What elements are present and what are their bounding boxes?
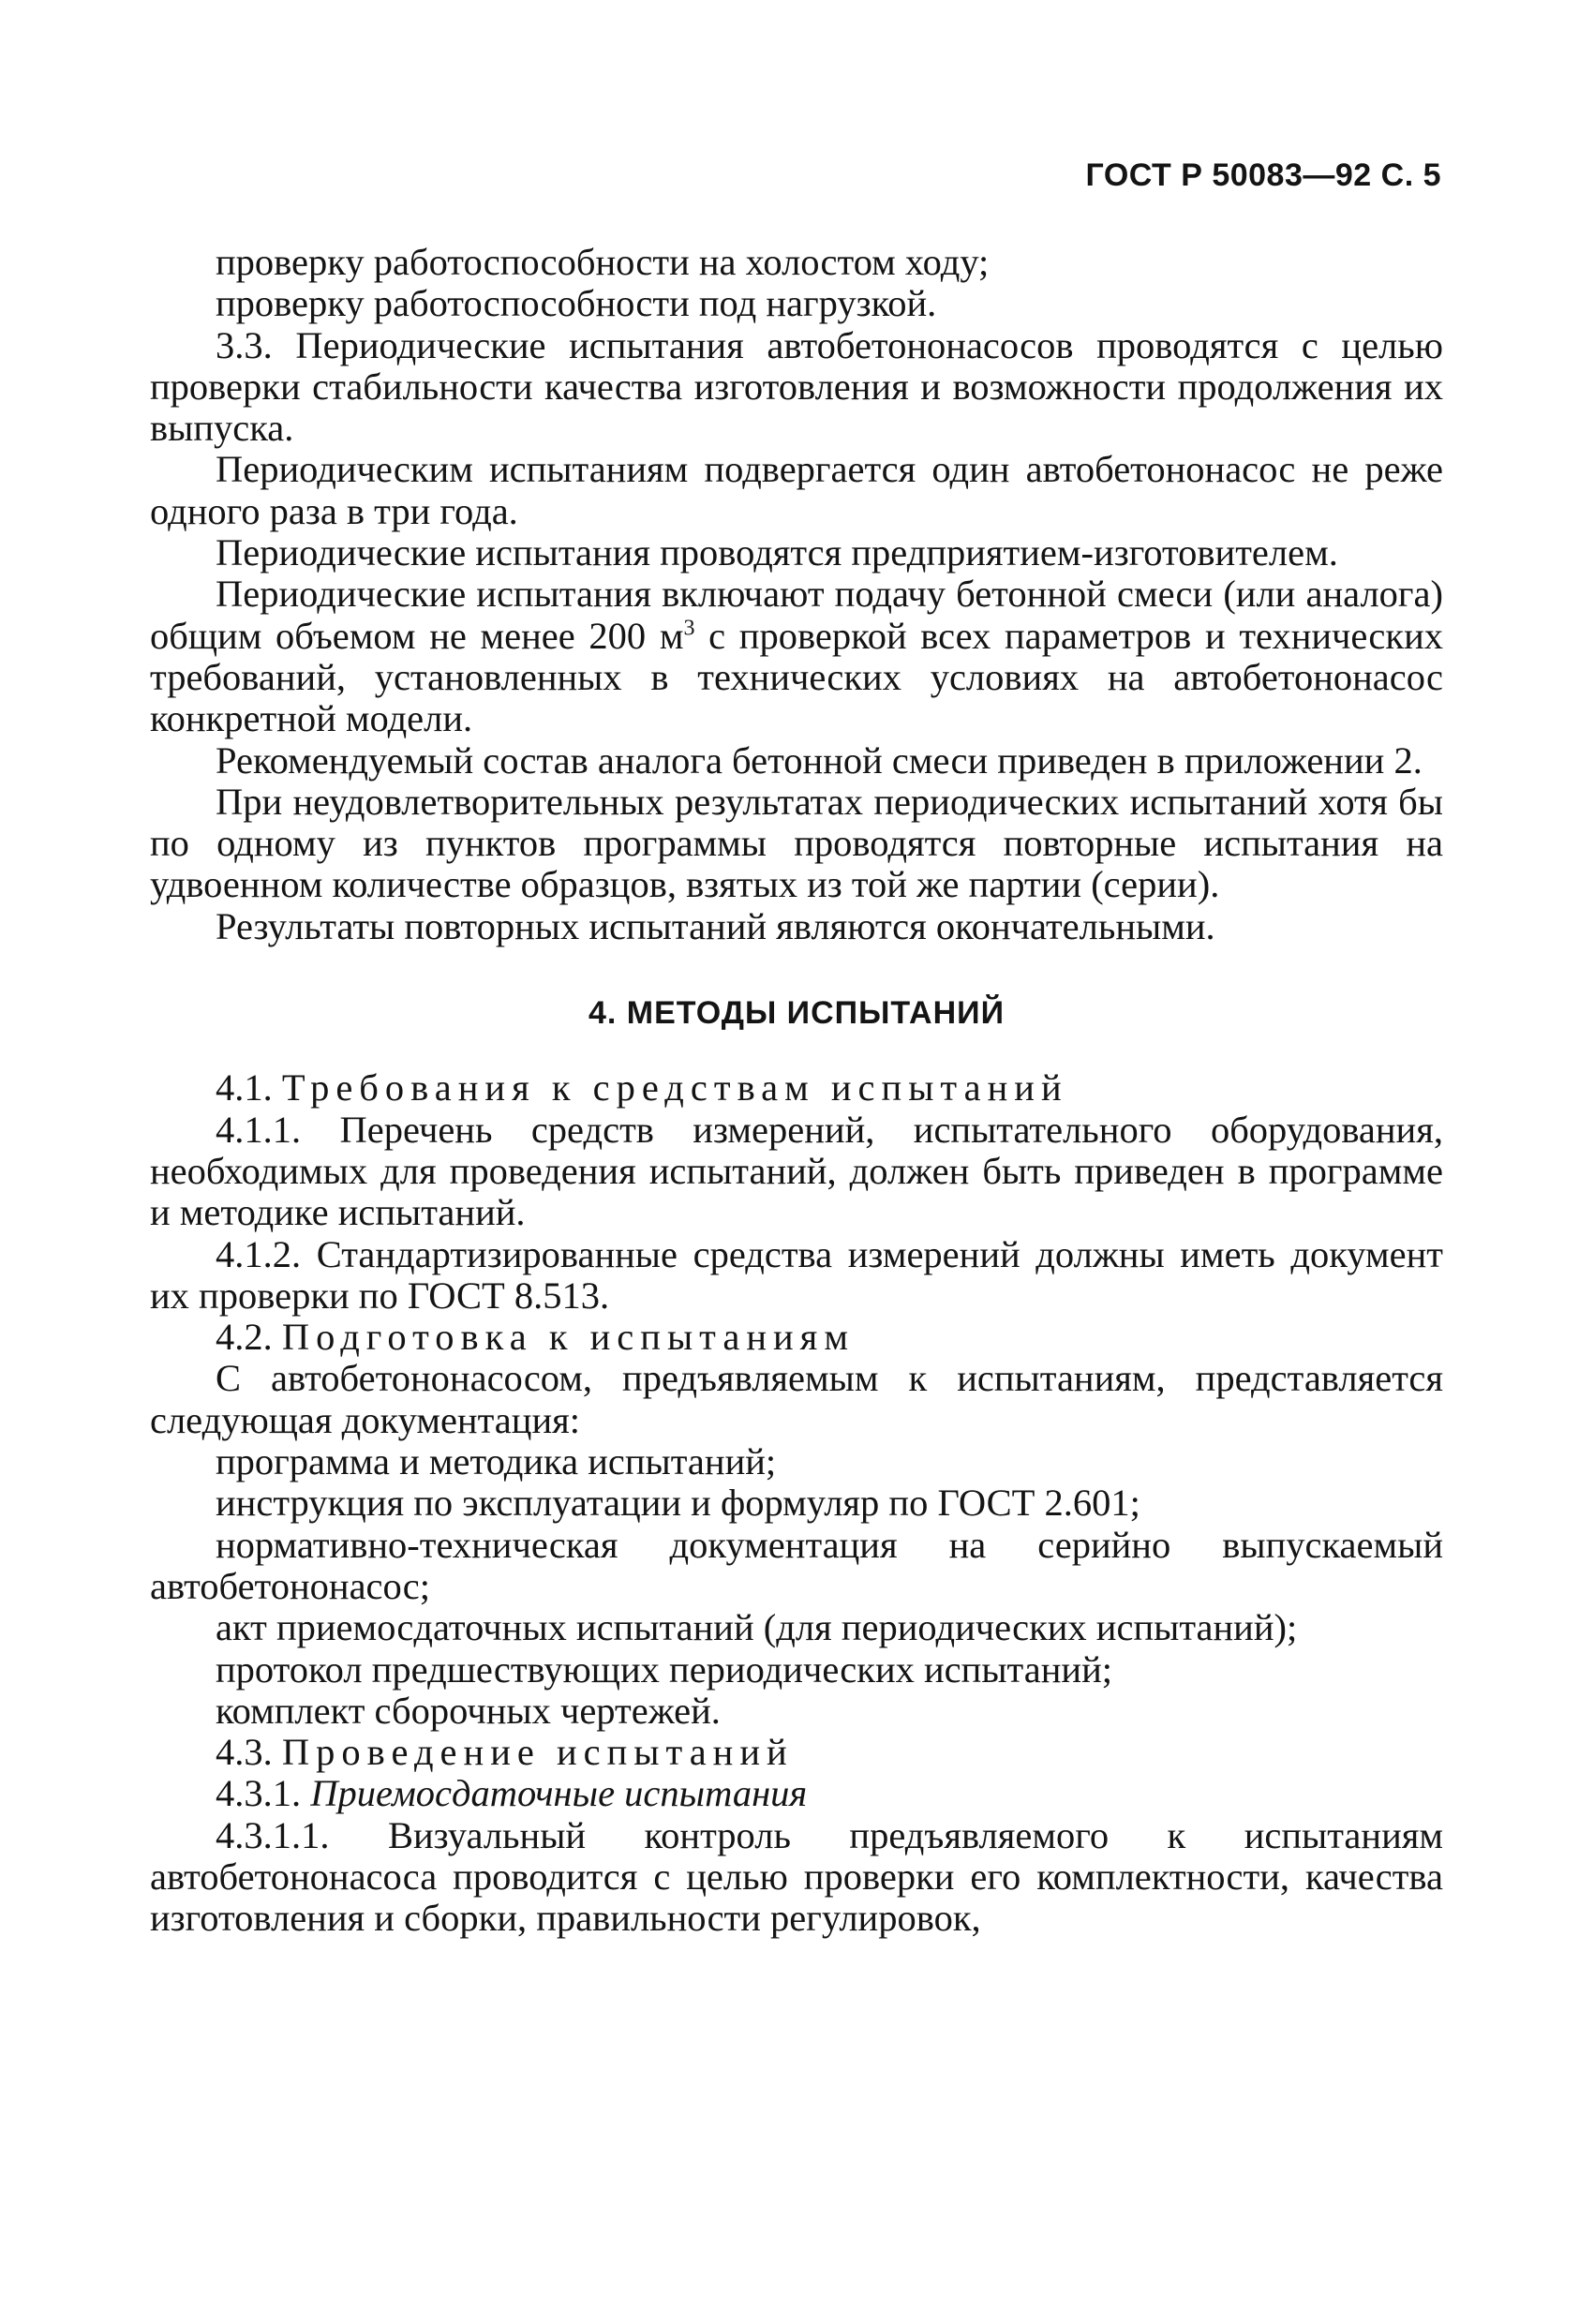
- list-item: протокол предшествующих периодических испытаний;: [216, 1647, 1112, 1691]
- paragraph: С автобетононасосом, предъявляемым к испытаниям, представляется следующая документация:: [150, 1357, 1443, 1441]
- page-header-standard-ref: ГОСТ Р 50083—92 С. 5: [1085, 157, 1441, 193]
- paragraph-4-3-1-1: 4.3.1.1. Визуальный контроль предъявляемого к испытаниям автобетононасоса проводится с целью проверки его комплектности, качества изготовления и сборки, правильности регулировок,: [150, 1813, 1443, 1940]
- paragraph-4-1-1: 4.1.1. Перечень средств измерений, испытательного оборудования, необходимых для проведения испытаний, должен быть приведен в программе и методике испытаний.: [150, 1108, 1443, 1234]
- paragraph: проверку работоспособности на холостом ходу;: [216, 241, 990, 283]
- paragraph: Рекомендуемый состав аналога бетонной смеси приведен в приложении 2.: [216, 738, 1423, 782]
- subsection-number: 4.3.: [216, 1731, 282, 1774]
- paragraph: проверку работоспособности под нагрузкой.: [216, 282, 937, 325]
- paragraph-text: Периодические испытания включают подачу бетонной смеси (или аналога) общим объемом не менее 200 м: [150, 573, 1443, 657]
- subsection-number: 4.1.: [216, 1066, 282, 1110]
- paragraph: Результаты повторных испытаний являются окончательными.: [216, 904, 1215, 947]
- subsection-heading-4-3-1: [150, 1773, 1443, 1814]
- subsection-number: 4.2.: [216, 1316, 282, 1359]
- list-item: акт приемосдаточных испытаний (для периодических испытаний);: [216, 1606, 1298, 1649]
- subsection-title-italic: Приемосдаточные испытания: [310, 1772, 808, 1815]
- paragraph-3-3: 3.3. Периодические испытания автобетононасосов проводятся с целью проверки стабильности качества изготовления и возможности продолжения их выпуска.: [150, 323, 1443, 450]
- paragraph-text: с проверкой всех параметров и технических требований, установленных в технических условиях на автобетононасос конкретной модели.: [150, 614, 1443, 740]
- paragraph-4-1-2: 4.1.2. Стандартизированные средства измерений должны иметь документ их проверки по ГОСТ 8.513.: [150, 1232, 1443, 1317]
- paragraph: Периодическим испытаниям подвергается один автобетононасос не реже одного раза в три года.: [150, 448, 1443, 532]
- section-heading-4: 4. МЕТОДЫ ИСПЫТАНИЙ: [588, 995, 1005, 1032]
- paragraph: [150, 574, 1443, 739]
- document-body: [150, 242, 1443, 1940]
- list-item: программа и методика испытаний;: [216, 1440, 777, 1483]
- subsection-number: 4.3.1.: [216, 1772, 311, 1815]
- subsection-heading-4-3: [150, 1732, 1443, 1773]
- subsection-heading-4-2: [150, 1317, 1443, 1358]
- list-item: нормативно-техническая документация на серийно выпускаемый автобетононасос;: [150, 1523, 1443, 1607]
- superscript: 3: [683, 616, 695, 641]
- subsection-title: Подготовка к испытаниям: [281, 1316, 855, 1359]
- subsection-title: Требования к средствам испытаний: [281, 1066, 1068, 1110]
- list-item: инструкция по эксплуатации и формуляр по ГОСТ 2.601;: [216, 1482, 1140, 1525]
- paragraph: Периодические испытания проводятся предприятием-изготовителем.: [216, 531, 1338, 574]
- paragraph: При неудовлетворительных результатах периодических испытаний хотя бы по одному из пунктов программы проводятся повторные испытания на удвоенном количестве образцов, взятых из той же партии (серии).: [150, 780, 1443, 906]
- subsection-heading-4-1: [150, 1067, 1443, 1109]
- subsection-title: Проведение испытаний: [281, 1731, 794, 1774]
- list-item: комплект сборочных чертежей.: [216, 1689, 721, 1732]
